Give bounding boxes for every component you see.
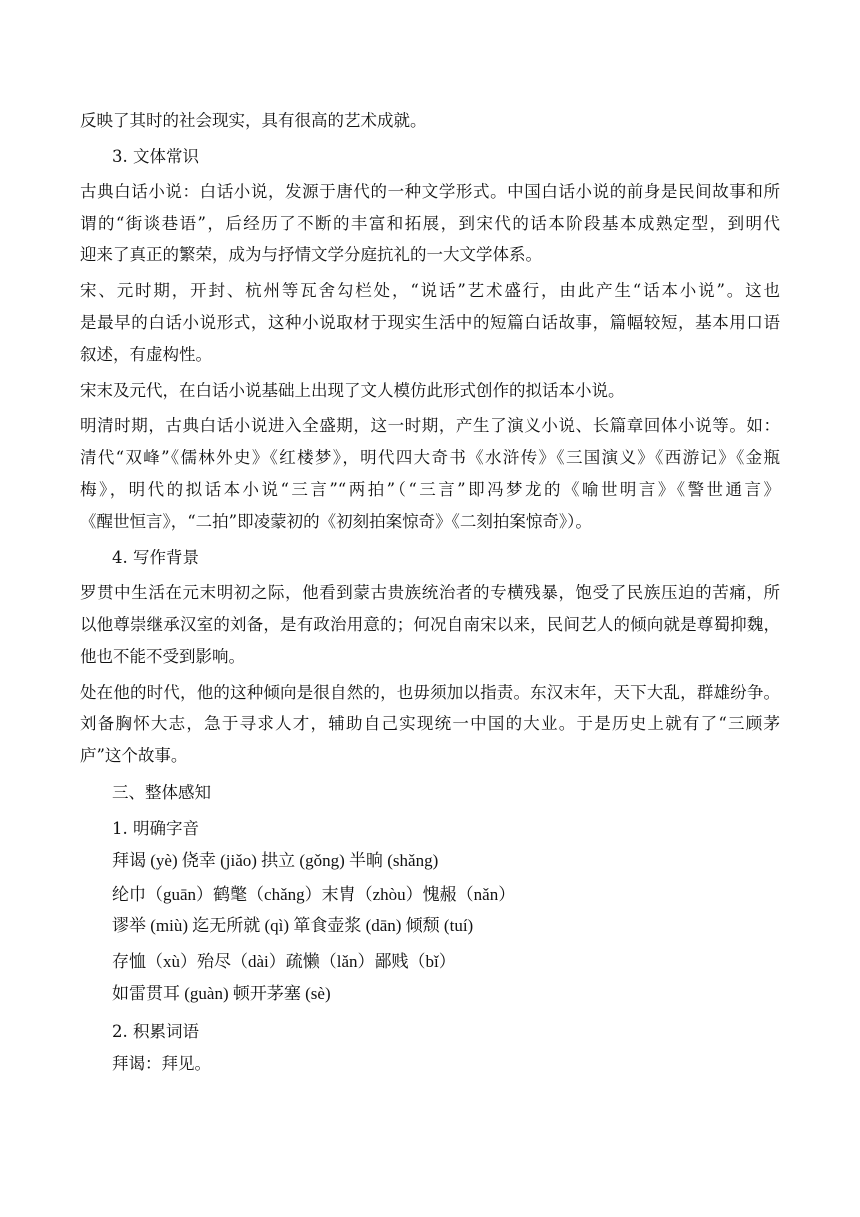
subsection-heading: 2. 积累词语 bbox=[112, 1022, 199, 1041]
pronunciation-line: 拜谒 (yè) 侥幸 (jiǎo) 拱立 (gǒng) 半晌 (shǎng) bbox=[112, 851, 439, 870]
text-line: 谓的“街谈巷语”，后经历了不断的丰富和拓展，到宋代的话本阶段基本成熟定型，到明代 bbox=[80, 214, 780, 233]
pronunciation-line: 谬举 (miù) 迄无所就 (qì) 箪食壶浆 (dān) 倾颓 (tuí) bbox=[112, 916, 474, 935]
text-line: 处在他的时代，他的这种倾向是很自然的，也毋须加以指责。东汉末年，天下大乱，群雄纷争。 bbox=[80, 683, 780, 702]
text-line: 反映了其时的社会现实，具有很高的艺术成就。 bbox=[80, 111, 427, 130]
text-line: 《醒世恒言》，“二拍”即凌蒙初的《初刻拍案惊奇》《二刻拍案惊奇》）。 bbox=[80, 512, 592, 531]
pronunciation-line: 如雷贯耳 (guàn) 顿开茅塞 (sè) bbox=[112, 984, 331, 1003]
text-line: 明清时期，古典白话小说进入全盛期，这一时期，产生了演义小说、长篇章回体小说等。如： bbox=[80, 416, 780, 435]
pronunciation-line: 存恤（xù）殆尽（dài）疏懒（lǎn）鄙贱（bǐ） bbox=[112, 952, 456, 971]
subsection-heading: 1. 明确字音 bbox=[112, 819, 199, 838]
section-heading: 3. 文体常识 bbox=[112, 147, 199, 166]
text-line: 迎来了真正的繁荣，成为与抒情文学分庭抗礼的一大文学体系。 bbox=[80, 245, 542, 264]
text-line: 清代“双峰”《儒林外史》《红楼梦》，明代四大奇书《水浒传》《三国演义》《西游记》《金瓶 bbox=[80, 448, 780, 467]
text-line: 庐”这个故事。 bbox=[80, 746, 188, 765]
text-line: 叙述，有虚构性。 bbox=[80, 345, 212, 364]
text-line: 宋、元时期，开封、杭州等瓦舍勾栏处，“说话”艺术盛行，由此产生“话本小说”。这也 bbox=[80, 281, 780, 300]
text-line: 刘备胸怀大志，急于寻求人才，辅助自己实现统一中国的大业。于是历史上就有了“三顾茅 bbox=[80, 714, 780, 733]
text-line: 是最早的白话小说形式，这种小说取材于现实生活中的短篇白话故事，篇幅较短，基本用口语 bbox=[80, 313, 780, 332]
vocabulary-entry: 拜谒：拜见。 bbox=[112, 1054, 211, 1073]
text-line: 宋末及元代，在白话小说基础上出现了文人模仿此形式创作的拟话本小说。 bbox=[80, 381, 625, 400]
text-line: 古典白话小说：白话小说，发源于唐代的一种文学形式。中国白话小说的前身是民间故事和所 bbox=[80, 182, 780, 201]
section-heading: 4. 写作背景 bbox=[112, 548, 199, 567]
text-line: 罗贯中生活在元末明初之际，他看到蒙古贵族统治者的专横残暴，饱受了民族压迫的苦痛，所 bbox=[80, 583, 780, 602]
text-line: 以他尊崇继承汉室的刘备，是有政治用意的；何况自南宋以来，民间艺人的倾向就是尊蜀抑魏， bbox=[80, 615, 780, 634]
text-line: 他也不能不受到影响。 bbox=[80, 647, 245, 666]
text-line: 梅》，明代的拟话本小说“三言”“两拍”（“三言”即冯梦龙的《喻世明言》《警世通言》 bbox=[80, 480, 780, 499]
section-heading: 三、整体感知 bbox=[112, 783, 211, 802]
pronunciation-line: 纶巾（guān）鹤氅（chǎng）末胄（zhòu）愧赧（nǎn） bbox=[112, 885, 516, 904]
